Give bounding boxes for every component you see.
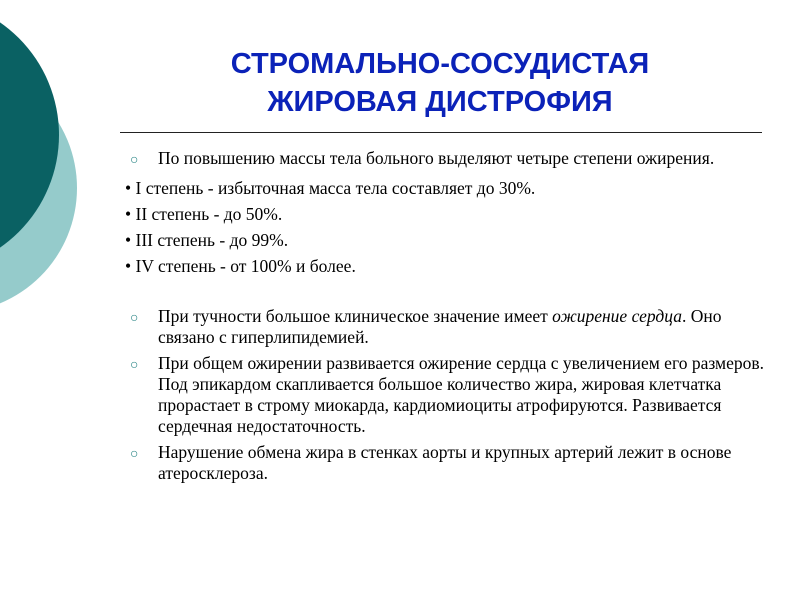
intro-text: По повышению массы тела больного выделяют четыре степени ожирения.: [158, 148, 715, 168]
slide-title-line2: ЖИРОВАЯ ДИСТРОФИЯ: [267, 86, 613, 118]
slide-title: [150, 45, 730, 121]
hollow-circle-icon: ○: [130, 358, 139, 373]
hollow-circle-icon: ○: [130, 311, 139, 326]
p3-text: Нарушение обмена жира в стенках аорты и крупных артерий лежит в основе атеросклероза.: [158, 442, 732, 483]
degree-line-2: • II степень - до 50%.: [125, 204, 283, 224]
bullet-general-obesity: [118, 353, 768, 437]
p1-text-end: . Оно связано с гиперлипидемией.: [158, 306, 722, 347]
decorative-circles: [0, 0, 120, 320]
p2-text: При общем ожирении развивается ожирение сердца с увеличением его размеров. Под эпикардом скапливается большое количество жира, жировая клетчатка прорастает в строму миокарда, кардиомиоциты атрофируются. Развивается сердечная недостаточность.: [158, 353, 764, 436]
bullet-heart-obesity: [118, 306, 768, 348]
bullet-intro: [118, 148, 768, 169]
slide-title-line1: СТРОМАЛЬНО-СОСУДИСТАЯ: [230, 48, 650, 80]
degree-line-4: • IV степень - от 100% и более.: [125, 256, 356, 276]
slide-body: [118, 148, 768, 484]
title-divider: [120, 132, 762, 133]
hollow-circle-icon: ○: [130, 153, 139, 168]
hollow-circle-icon: ○: [130, 447, 139, 462]
p1-text-italic: ожирение сердца: [552, 306, 682, 326]
degree-line-3: • III степень - до 99%.: [125, 230, 289, 250]
bullet-atherosclerosis: [118, 442, 768, 484]
p1-text-start: При тучности большое клиническое значение имеет: [158, 306, 553, 326]
degree-line-1: • I степень - избыточная масса тела составляет до 30%.: [125, 178, 536, 198]
